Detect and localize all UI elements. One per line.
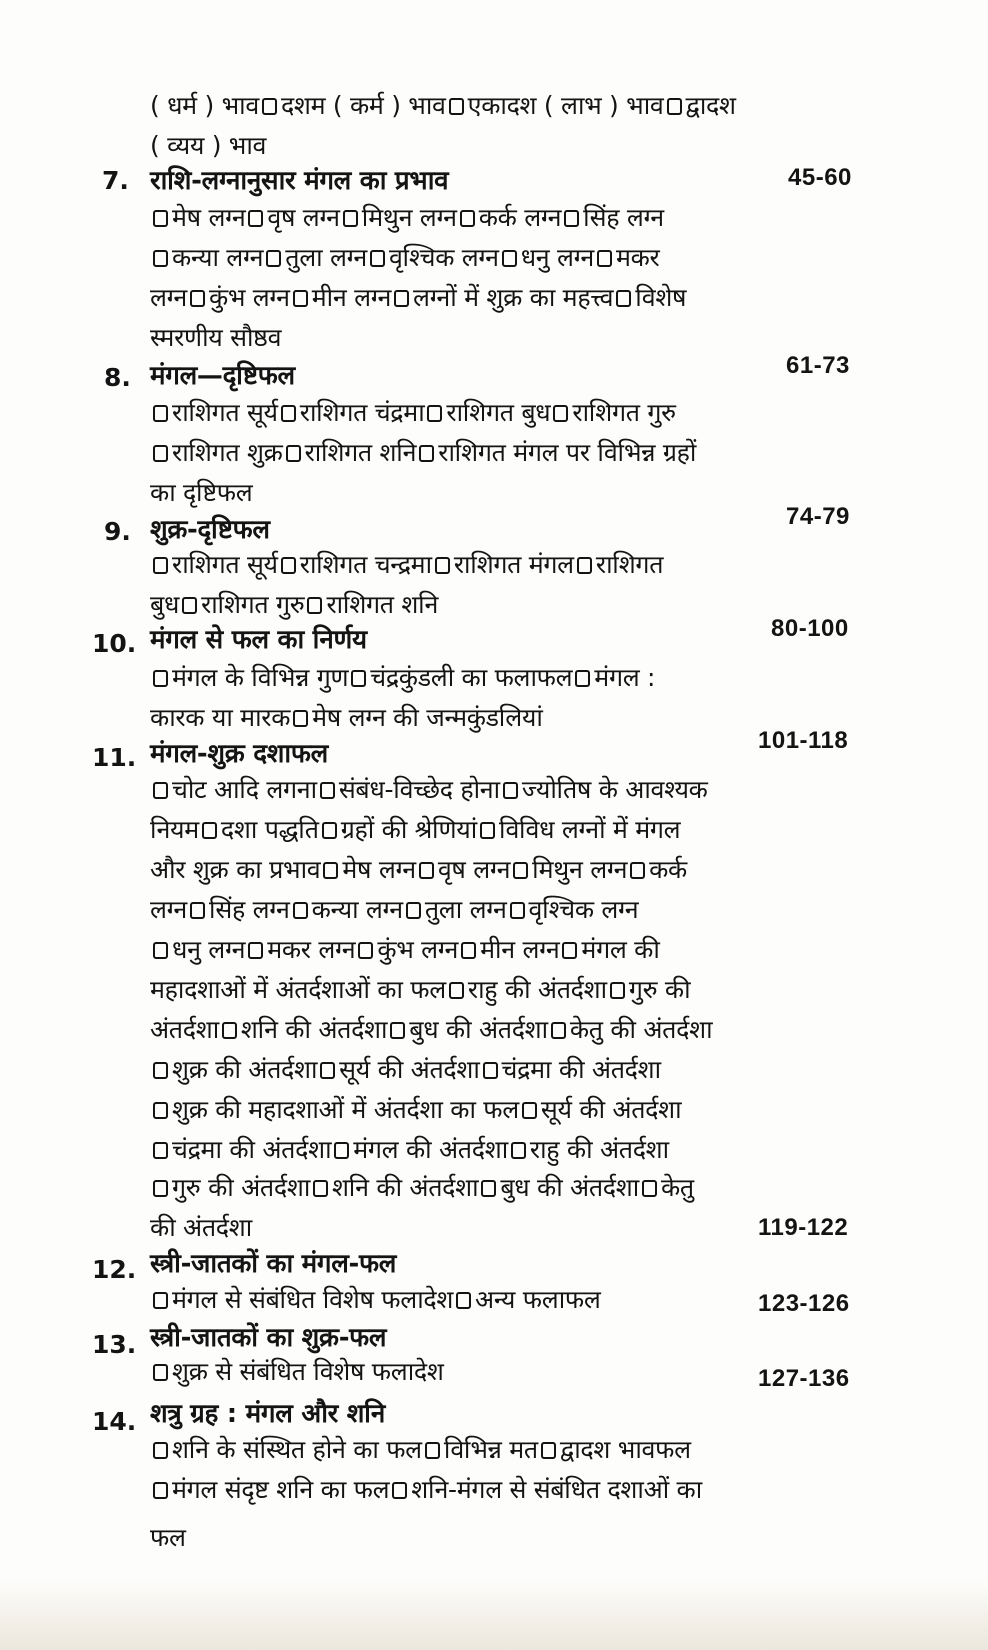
checkbox-square-icon [153,1102,168,1119]
subtopic-text: कुंभ लग्न [377,935,459,964]
subtopic-text: अन्य फलाफल [475,1285,601,1314]
subtopic-text: द्वादश [685,91,736,120]
toc-line [150,126,266,166]
checkbox-square-icon [575,670,590,687]
toc-line [150,1130,669,1170]
checkbox-square-icon [513,862,528,879]
checkbox-square-icon [425,1442,440,1459]
checkbox-square-icon [202,822,217,839]
checkbox-square-icon [307,597,322,614]
subtopic-text: लग्न [150,895,187,924]
toc-line [150,1010,712,1050]
subtopic-text: द्वादश भावफल [559,1435,691,1464]
subtopic-text: बुध की अंतर्दशा [409,1015,548,1044]
subtopic-text: चंद्रकुंडली का फलाफल [370,663,573,692]
subtopic-text: वृश्चिक लग्न [528,895,639,924]
checkbox-square-icon [153,1062,168,1079]
subtopic-text: राशिगत शनि [304,438,417,467]
checkbox-square-icon [322,822,337,839]
chapter-title: मंगल-शुक्र दशाफल [150,739,328,769]
checkbox-square-icon [266,250,281,267]
toc-line [150,545,663,585]
subtopic-text: फल [150,1523,186,1552]
subtopic-text: कुंभ लग्न [208,283,290,312]
subtopic-text: स्मरणीय सौष्ठव [150,323,282,352]
subtopic-text: राशिगत सूर्य [172,550,278,579]
checkbox-square-icon [510,902,525,919]
checkbox-square-icon [483,1062,498,1079]
subtopic-text: मंगल की अंतर्दशा [353,1135,508,1164]
checkbox-square-icon [153,1142,168,1159]
chapter-title: मंगल—दृष्टिफल [150,361,295,391]
checkbox-square-icon [343,210,358,227]
checkbox-square-icon [153,557,168,574]
subtopic-text: सूर्य की अंतर्दशा [540,1095,682,1124]
toc-line [150,1470,702,1510]
subtopic-text: सिंह लग्न [208,895,290,924]
toc-line [150,1168,694,1208]
subtopic-text: राहु की अंतर्दशा [529,1135,669,1164]
checkbox-square-icon [286,445,301,462]
subtopic-text: राशिगत चन्द्रमा [299,550,432,579]
checkbox-square-icon [334,1142,349,1159]
checkbox-square-icon [427,405,442,422]
checkbox-square-icon [551,1022,566,1039]
subtopic-text: नियम [150,815,199,844]
subtopic-text: मेष लग्न [342,855,416,884]
chapter-title: शत्रु ग्रह : मंगल और शनि [150,1399,385,1429]
chapter-number: 14. [92,1407,137,1436]
subtopic-text: कन्या लग्न [311,895,403,924]
subtopic-text: राशिगत [595,550,664,579]
checkbox-square-icon [456,1292,471,1309]
chapter-number: 9. [104,517,131,546]
subtopic-text: गुरु की [628,975,691,1004]
subtopic-text: केतु की अंतर्दशा [569,1015,713,1044]
chapter-number: 12. [92,1255,137,1284]
subtopic-text: महादशाओं में अंतर्दशाओं का फल [150,975,446,1004]
toc-line [150,473,252,513]
subtopic-text: शुक्र से संबंधित विशेष फलादेश [172,1357,444,1386]
toc-line [150,1050,661,1090]
toc-line [150,810,680,850]
subtopic-text: का दृष्टिफल [150,478,253,507]
subtopic-text: धनु लग्न [172,935,246,964]
toc-line [150,850,687,890]
subtopic-text: मिथुन लग्न [532,855,628,884]
checkbox-square-icon [190,902,205,919]
checkbox-square-icon [502,250,517,267]
checkbox-square-icon [503,782,518,799]
checkbox-square-icon [481,1180,496,1197]
subtopic-text: मंगल के विभिन्न गुण [172,663,349,692]
toc-line [150,1352,444,1392]
chapter-number: 11. [92,743,137,772]
subtopic-text: तुला लग्न [285,243,367,272]
subtopic-text: राशिगत चंद्रमा [299,398,425,427]
checkbox-square-icon [553,405,568,422]
subtopic-text: तुला लग्न [424,895,507,924]
page-range: 119-122 [758,1214,849,1241]
checkbox-square-icon [248,210,263,227]
subtopic-text: मंगल : [594,663,656,692]
checkbox-square-icon [642,1180,657,1197]
page-range: 61-73 [786,352,850,379]
chapter-number: 13. [92,1330,137,1359]
subtopic-text: लग्नों में शुक्र का महत्त्व [413,283,614,312]
chapter-title: राशि-लग्नानुसार मंगल का प्रभाव [150,166,449,196]
checkbox-square-icon [351,670,366,687]
subtopic-text: की अंतर्दशा [150,1213,252,1242]
toc-line [150,970,690,1010]
page-range: 45-60 [788,164,852,191]
checkbox-square-icon [616,290,631,307]
subtopic-text: राशिगत मंगल [453,550,574,579]
toc-line [150,698,543,738]
checkbox-square-icon [449,98,464,115]
subtopic-text: ( व्यय ) भाव [150,131,267,160]
subtopic-text: मीन लग्न [311,283,392,312]
subtopic-text: राशिगत गुरु [572,398,676,427]
checkbox-square-icon [281,557,296,574]
subtopic-text: कन्या लग्न [172,243,264,272]
subtopic-text: राशिगत शनि [326,590,439,619]
checkbox-square-icon [390,1022,405,1039]
checkbox-square-icon [248,942,263,959]
page-range: 80-100 [771,615,849,642]
subtopic-text: दशा पद्धति [220,815,319,844]
checkbox-square-icon [577,557,592,574]
subtopic-text: चंद्रमा की अंतर्दशा [501,1055,661,1084]
page-range: 101-118 [758,727,849,754]
subtopic-text: विभिन्न मत [443,1435,538,1464]
checkbox-square-icon [153,1292,168,1309]
subtopic-text: विशेष [635,283,687,312]
page-range: 74-79 [786,503,850,530]
subtopic-text: राशिगत गुरु [201,590,305,619]
checkbox-square-icon [562,942,577,959]
subtopic-text: संबंध-विच्छेद होना [338,775,500,804]
checkbox-square-icon [460,210,475,227]
checkbox-square-icon [394,290,409,307]
subtopic-text: मकर लग्न [267,935,356,964]
checkbox-square-icon [320,1062,335,1079]
toc-line [150,1090,681,1130]
toc-line [150,198,664,238]
checkbox-square-icon [630,862,645,879]
checkbox-square-icon [153,405,168,422]
toc-line [150,658,655,698]
chapter-title: स्त्री-जातकों का मंगल-फल [150,1249,397,1279]
checkbox-square-icon [406,902,421,919]
toc-line [150,86,736,126]
checkbox-square-icon [153,670,168,687]
subtopic-text: मंगल संदृष्ट शनि का फल [172,1475,390,1504]
toc-line [150,1208,252,1248]
subtopic-text: मकर [615,243,660,272]
subtopic-text: मेष लग्न की जन्मकुंडलियां [312,703,543,732]
toc-line [150,433,696,473]
subtopic-text: अंतर्दशा [150,1015,219,1044]
checkbox-square-icon [313,1180,328,1197]
toc-line [150,278,686,318]
checkbox-square-icon [182,597,197,614]
subtopic-text: राशिगत शुक्र [172,438,283,467]
checkbox-square-icon [222,1022,237,1039]
subtopic-text: वृष लग्न [267,203,340,232]
checkbox-square-icon [667,98,682,115]
checkbox-square-icon [153,1442,168,1459]
page-edge-shadow [0,1580,988,1650]
checkbox-square-icon [293,290,308,307]
subtopic-text: सूर्य की अंतर्दशा [339,1055,480,1084]
page-range: 123-126 [758,1290,850,1317]
checkbox-square-icon [153,210,168,227]
chapter-title: शुक्र-दृष्टिफल [150,515,270,545]
subtopic-text: मेष लग्न [172,203,246,232]
checkbox-square-icon [281,405,296,422]
checkbox-square-icon [153,250,168,267]
subtopic-text: एकादश ( लाभ ) भाव [467,91,664,120]
subtopic-text: मंगल की [581,935,660,964]
page-range: 127-136 [758,1365,850,1392]
chapter-number: 10. [92,629,137,658]
subtopic-text: कारक या मारक [150,703,291,732]
subtopic-text: शुक्र की महादशाओं में अंतर्दशा का फल [172,1095,519,1124]
toc-line [150,318,281,358]
subtopic-text: मिथुन लग्न [361,203,457,232]
checkbox-square-icon [320,782,335,799]
toc-line [150,1280,601,1320]
checkbox-square-icon [153,1364,168,1381]
toc-line [150,1518,186,1558]
subtopic-text: राशिगत बुध [446,398,551,427]
toc-line [150,1430,691,1470]
subtopic-text: मीन लग्न [480,935,560,964]
toc-line [150,930,660,970]
checkbox-square-icon [449,982,464,999]
checkbox-square-icon [293,710,308,727]
subtopic-text: सिंह लग्न [583,203,664,232]
toc-line [150,770,708,810]
subtopic-text: और शुक्र का प्रभाव [150,855,321,884]
subtopic-text: शनि की अंतर्दशा [240,1015,388,1044]
subtopic-text: कर्क लग्न [478,203,562,232]
chapter-title: मंगल से फल का निर्णय [150,625,367,655]
checkbox-square-icon [293,902,308,919]
subtopic-text: ग्रहों की श्रेणियां [340,815,477,844]
subtopic-text: केतु [660,1173,694,1202]
checkbox-square-icon [541,1442,556,1459]
subtopic-text: गुरु की अंतर्दशा [172,1173,310,1202]
toc-line [150,585,438,625]
subtopic-text: चोट आदि लगना [172,775,317,804]
subtopic-text: ज्योतिष के आवश्यक [521,775,708,804]
subtopic-text: राहु की अंतर्दशा [467,975,607,1004]
subtopic-text: दशम ( कर्म ) भाव [280,91,446,120]
checkbox-square-icon [392,1482,407,1499]
subtopic-text: धनु लग्न [520,243,594,272]
subtopic-text: मंगल से संबंधित विशेष फलादेश [172,1285,454,1314]
toc-line [150,393,676,433]
subtopic-text: लग्न [150,283,187,312]
subtopic-text: विविध लग्नों में मंगल [498,815,681,844]
toc-line [150,890,638,930]
checkbox-square-icon [480,822,495,839]
checkbox-square-icon [419,445,434,462]
checkbox-square-icon [190,290,205,307]
checkbox-square-icon [153,942,168,959]
subtopic-text: राशिगत मंगल पर विभिन्न ग्रहों [438,438,697,467]
checkbox-square-icon [461,942,476,959]
checkbox-square-icon [358,942,373,959]
checkbox-square-icon [610,982,625,999]
subtopic-text: शनि-मंगल से संबंधित दशाओं का [411,1475,702,1504]
checkbox-square-icon [153,445,168,462]
checkbox-square-icon [262,98,277,115]
checkbox-square-icon [564,210,579,227]
subtopic-text: वृष लग्न [437,855,511,884]
subtopic-text: शुक्र की अंतर्दशा [172,1055,318,1084]
checkbox-square-icon [370,250,385,267]
checkbox-square-icon [419,862,434,879]
checkbox-square-icon [522,1102,537,1119]
checkbox-square-icon [323,862,338,879]
subtopic-text: राशिगत सूर्य [172,398,278,427]
toc-line [150,238,659,278]
chapter-number: 7. [102,166,129,195]
checkbox-square-icon [435,557,450,574]
checkbox-square-icon [153,1482,168,1499]
subtopic-text: चंद्रमा की अंतर्दशा [172,1135,332,1164]
subtopic-text: वृश्चिक लग्न [388,243,499,272]
subtopic-text: कर्क [649,855,687,884]
checkbox-square-icon [511,1142,526,1159]
subtopic-text: ( धर्म ) भाव [150,91,259,120]
subtopic-text: बुध की अंतर्दशा [500,1173,639,1202]
subtopic-text: शनि के संस्थित होने का फल [172,1435,422,1464]
checkbox-square-icon [597,250,612,267]
checkbox-square-icon [153,782,168,799]
chapter-title: स्त्री-जातकों का शुक्र-फल [150,1323,387,1353]
chapter-number: 8. [104,363,131,392]
checkbox-square-icon [153,1180,168,1197]
subtopic-text: बुध [150,590,180,619]
subtopic-text: शनि की अंतर्दशा [332,1173,479,1202]
